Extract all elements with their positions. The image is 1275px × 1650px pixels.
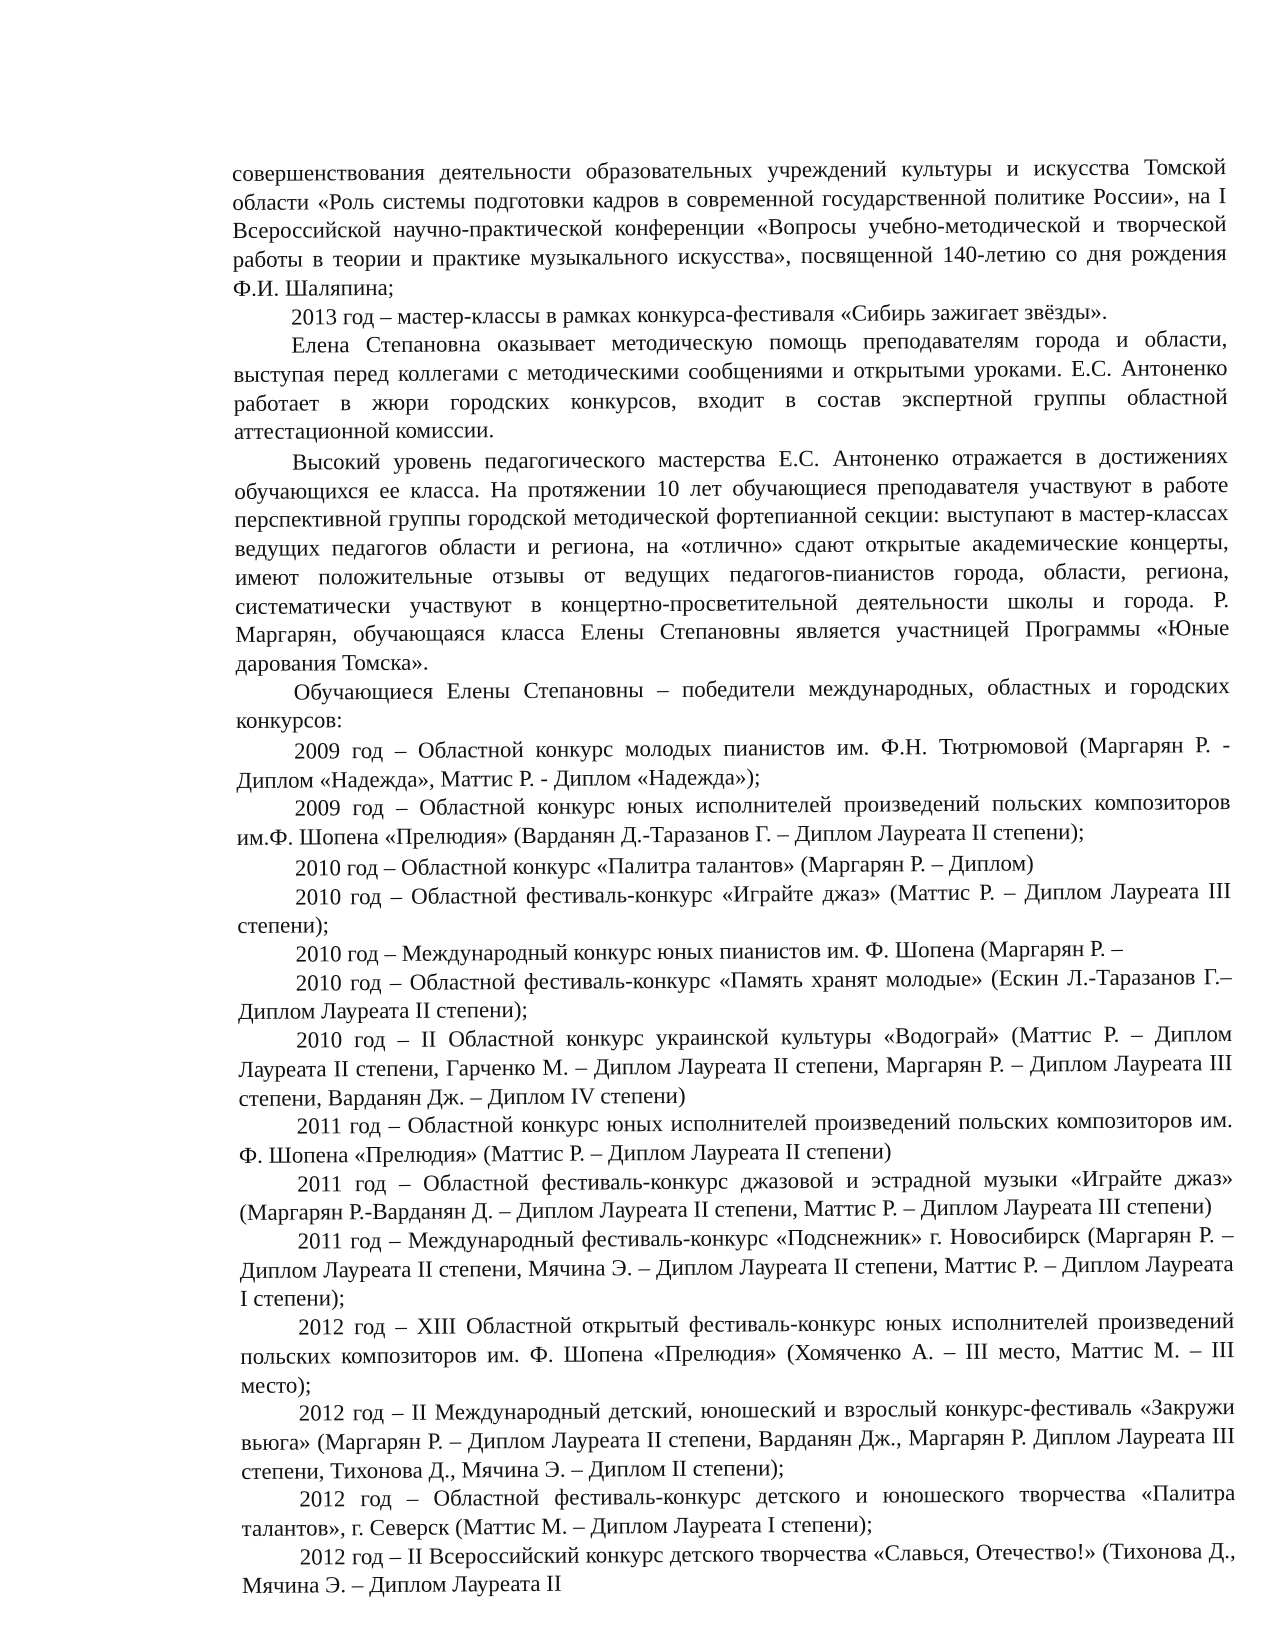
paragraph: Елена Степановна оказывает методическую помощь преподавателям города и области, выступая перед коллегами с методическими сообщениями и открытыми уроками. Е.С. Антоненко работает в жюри городских конкурсов, входит в состав экспертной группы областной аттестационной комиссии. bbox=[233, 326, 1228, 445]
paragraph: совершенствования деятельности образовательных учреждений культуры и искусства Томской области «Роль системы подготовки кадров в современной государственной политике России», на I Всероссийской научно-практической конференции «Вопросы учебно-методической и творческой работы в теории и практике музыкального искусства», посвященной 140-летию со дня рождения Ф.И. Шаляпина; bbox=[232, 154, 1227, 301]
list-item: 2012 год – II Международный детский, юношеский и взрослый конкурс-фестиваль «Закружи вьюга» (Маргарян Р. – Диплом Лауреата II степени, Варданян Дж., Маргарян Р. Диплом Лауреата III степени, Тихонова Д., Мячина Э. – Диплом II степени); bbox=[240, 1394, 1236, 1484]
list-item: 2010 год – II Областной конкурс украинской культуры «Водограй» (Маттис Р. – Диплом Лауреата II степени, Гарченко М. – Диплом Лауреата II степени, Маргарян Р. – Диплом Лауреата III степени, Варданян Дж. – Диплом IV степени) bbox=[238, 1021, 1233, 1111]
list-item: 2009 год – Областной конкурс молодых пианистов им. Ф.Н. Тютрюмовой (Маргарян Р. - Диплом «Надежда», Маттис Р. - Диплом «Надежда»); bbox=[236, 732, 1231, 793]
list-item: 2010 год – Международный конкурс юных пианистов им. Ф. Шопена (Маргарян Р. – bbox=[295, 935, 1123, 967]
list-item: 2010 год – Областной фестиваль-конкурс «Играйте джаз» (Маттис Р. – Диплом Лауреата III степени); bbox=[237, 877, 1232, 939]
list-item: 2011 год – Областной фестиваль-конкурс джазовой и эстрадной музыки «Играйте джаз» (Маргарян Р.-Варданян Д. – Диплом Лауреата II степени, Маттис Р. – Диплом Лауреата III степени) bbox=[239, 1164, 1234, 1226]
paragraph: 2013 год – мастер-классы в рамках конкурса-фестиваля «Сибирь зажигает звёзды». bbox=[291, 298, 1108, 330]
paragraph: Высокий уровень педагогического мастерства Е.С. Антоненко отражается в достижениях обучающихся ее класса. На протяжении 10 лет обучающиеся преподавателя участвуют в работе перспективной группы городской методической фортепианной секции: выступают в мастер-классах ведущих педагогов области и региона, на «отлично» сдают открытые академические концерты, имеют положительные отзывы от ведущих педагогов-пианистов города, области, региона, систематически участвуют в концертно-просветительной деятельности школы и города. Р. Маргарян, обучающаяся класса Елены Степановны является участницей Программы «Юные дарования Томска». bbox=[234, 443, 1230, 676]
list-item: 2012 год – Областной фестиваль-конкурс детского и юношеского творчества «Палитра талантов», г. Северск (Маттис М. – Диплом Лауреата I степени); bbox=[241, 1480, 1236, 1542]
list-item: 2012 год – XIII Областной открытый фестиваль-конкурс юных исполнителей произведений польских композиторов им. Ф. Шопена «Прелюдия» (Хомяченко А. – III место, Маттис М. – III место); bbox=[240, 1308, 1235, 1398]
list-item: 2012 год – II Всероссийский конкурс детского творчества «Славься, Отечество!» (Тихонова Д., Мячина Э. – Диплом Лауреата II bbox=[241, 1537, 1236, 1599]
list-item: 2009 год – Областной конкурс юных исполнителей произведений польских композиторов им.Ф. Шопена «Прелюдия» (Варданян Д.-Таразанов Г. – Диплом Лауреата II степени); bbox=[236, 789, 1231, 851]
document-body bbox=[232, 153, 1236, 1601]
list-item: 2011 год – Областной конкурс юных исполнителей произведений польских композиторов им. Ф. Шопена «Прелюдия» (Маттис Р. – Диплом Лауреата II степени) bbox=[238, 1107, 1233, 1168]
list-item: 2010 год – Областной конкурс «Палитра талантов» (Маргарян Р. – Диплом) bbox=[294, 850, 1034, 881]
list-item: 2010 год – Областной фестиваль-конкурс «Память хранят молодые» (Ескин Л.-Таразанов Г.– Диплом Лауреата II степени); bbox=[237, 963, 1232, 1025]
paragraph: Обучающиеся Елены Степановны – победители международных, областных и городских конкурсов: bbox=[235, 672, 1230, 734]
list-item: 2011 год – Международный фестиваль-конкурс «Подснежник» г. Новосибирск (Маргарян Р. – Диплом Лауреата II степени, Мячина Э. – Диплом Лауреата II степени, Маттис Р. – Диплом Лауреата I степени); bbox=[239, 1222, 1234, 1312]
